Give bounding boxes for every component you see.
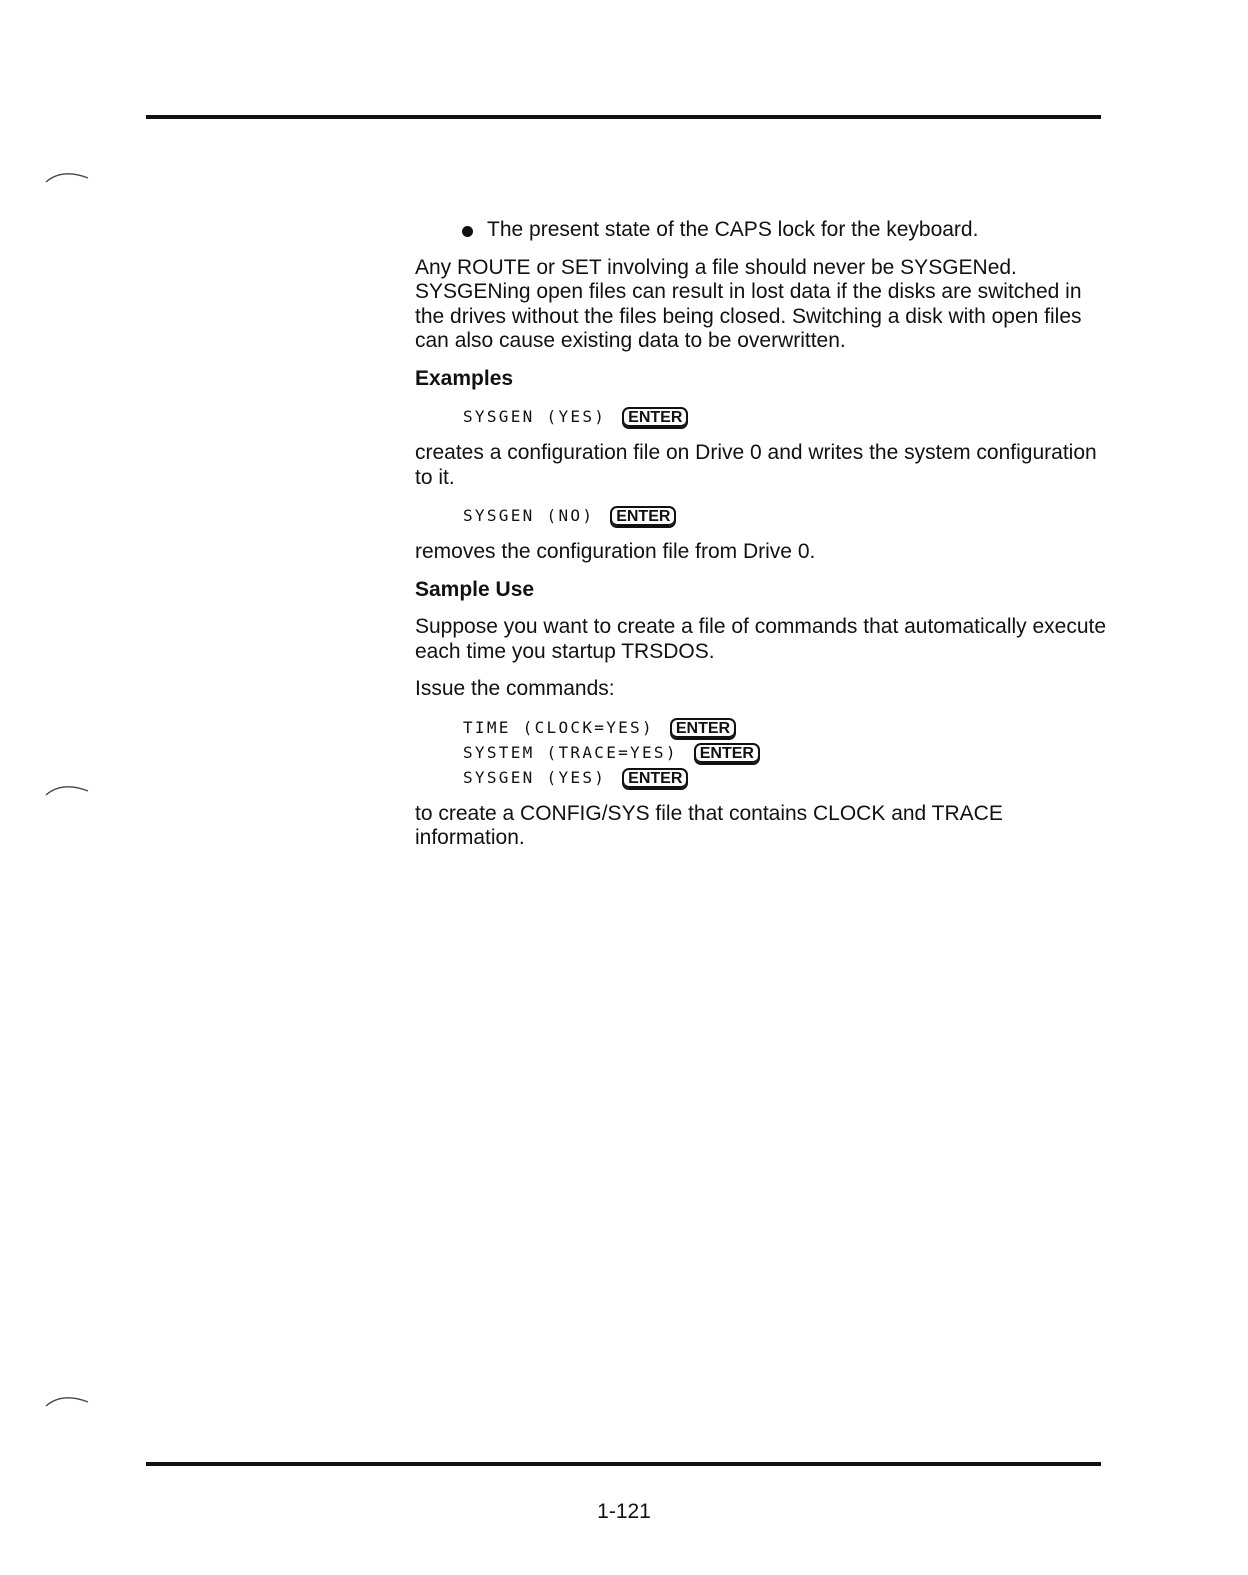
command-text: SYSTEM (TRACE=YES) <box>463 742 678 762</box>
bottom-rule <box>146 1462 1101 1466</box>
sample-use-outro: to create a CONFIG/SYS file that contains CLOCK and TRACE information. <box>415 801 1003 849</box>
enter-key-icon: ENTER <box>694 743 760 765</box>
top-rule <box>146 115 1101 119</box>
command-block <box>415 715 1115 790</box>
enter-key-icon: ENTER <box>610 506 676 528</box>
punch-hole-mark <box>44 1390 92 1408</box>
page-number: 1-121 <box>597 1500 651 1523</box>
command-line <box>463 765 1115 790</box>
page-content <box>415 218 1115 864</box>
warning-paragraph: Any ROUTE or SET involving a file should never be SYSGENed. SYSGENing open files can result in lost data if the disks are switched in the drives without the files being closed. Switching a disk with open files can also cause existing data to be overwritten. <box>415 255 1082 352</box>
command-text: SYSGEN (NO) <box>463 506 595 525</box>
sample-use-heading: Sample Use <box>415 577 535 601</box>
example-command <box>415 404 1115 429</box>
example-description: removes the configuration file from Drive 0. <box>415 540 816 563</box>
enter-key-icon: ENTER <box>622 768 688 790</box>
bullet-item <box>415 218 1115 243</box>
command-text: TIME (CLOCK=YES) <box>463 717 654 737</box>
punch-hole-mark <box>44 779 92 797</box>
enter-key-icon: ENTER <box>622 407 688 429</box>
issue-commands-text: Issue the commands: <box>415 677 615 700</box>
bullet-text: The present state of the CAPS lock for the keyboard. <box>487 218 979 241</box>
command-line <box>463 715 1115 740</box>
command-text: SYSGEN (YES) <box>463 407 607 426</box>
example-description: creates a configuration file on Drive 0 and writes the system configuration to it. <box>415 441 1097 489</box>
example-command <box>415 503 1115 528</box>
examples-heading: Examples <box>415 366 514 390</box>
command-line <box>463 740 1115 765</box>
command-text: SYSGEN (YES) <box>463 767 607 787</box>
sample-use-intro: Suppose you want to create a file of commands that automatically execute each time you startup TRSDOS. <box>415 615 1107 663</box>
bullet-icon <box>462 226 473 237</box>
punch-hole-mark <box>44 166 92 184</box>
enter-key-icon: ENTER <box>670 718 736 740</box>
